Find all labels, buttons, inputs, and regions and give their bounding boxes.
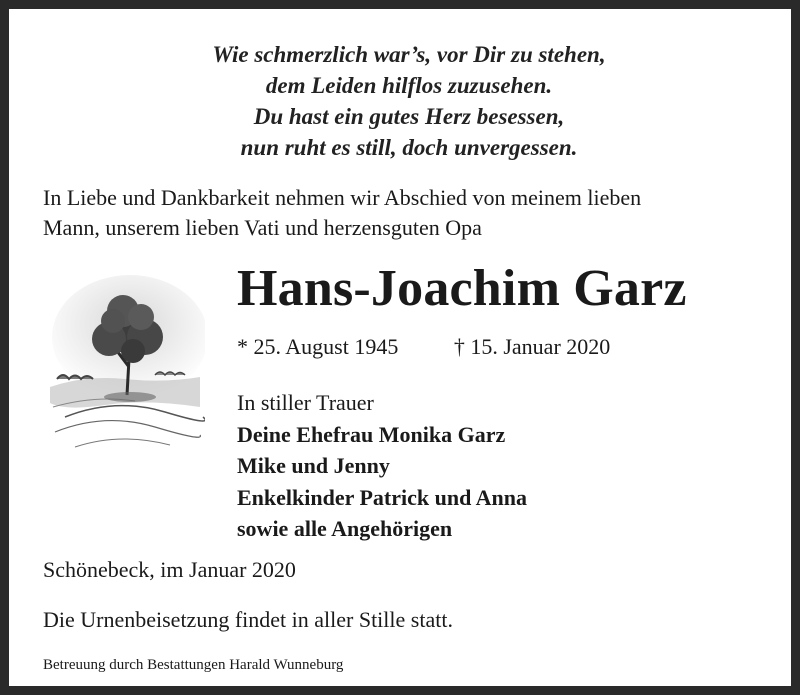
undertaker-credit: Betreuung durch Bestattungen Harald Wunneburg — [43, 657, 344, 673]
burial-note: Die Urnenbeisetzung findet in aller Stille statt. — [43, 607, 453, 632]
life-dates — [237, 334, 610, 360]
tree-landscape-icon — [45, 267, 205, 462]
mourner-name: sowie alle Angehörigen — [237, 516, 453, 541]
mourner-name: Enkelkinder Patrick und Anna — [237, 484, 527, 510]
mourner-name: Mike und Jenny — [237, 453, 390, 478]
mourner-name: Deine Ehefrau Monika Garz — [237, 421, 506, 447]
deceased-name: Hans-Joachim Garz — [237, 260, 687, 317]
poem — [9, 39, 800, 163]
birth-date: * 25. August 1945 — [237, 334, 399, 359]
place-date: Schönebeck, im Januar 2020 — [43, 557, 296, 582]
mourners-block — [237, 387, 527, 545]
death-date: † 15. Januar 2020 — [453, 334, 611, 359]
mourners-intro: In stiller Trauer — [237, 390, 374, 415]
intro-line: In Liebe und Dankbarkeit nehmen wir Abschied von meinem lieben — [43, 185, 642, 210]
poem-line: Du hast ein gutes Herz besessen, — [253, 104, 565, 129]
intro-text — [43, 183, 783, 243]
poem-line: Wie schmerzlich war’s, vor Dir zu stehen, — [212, 42, 606, 67]
intro-line: Mann, unserem lieben Vati und herzensguten Opa — [43, 215, 482, 240]
poem-line: nun ruht es still, doch unvergessen. — [240, 135, 578, 160]
poem-line: dem Leiden hilflos zuzusehen. — [265, 73, 553, 98]
